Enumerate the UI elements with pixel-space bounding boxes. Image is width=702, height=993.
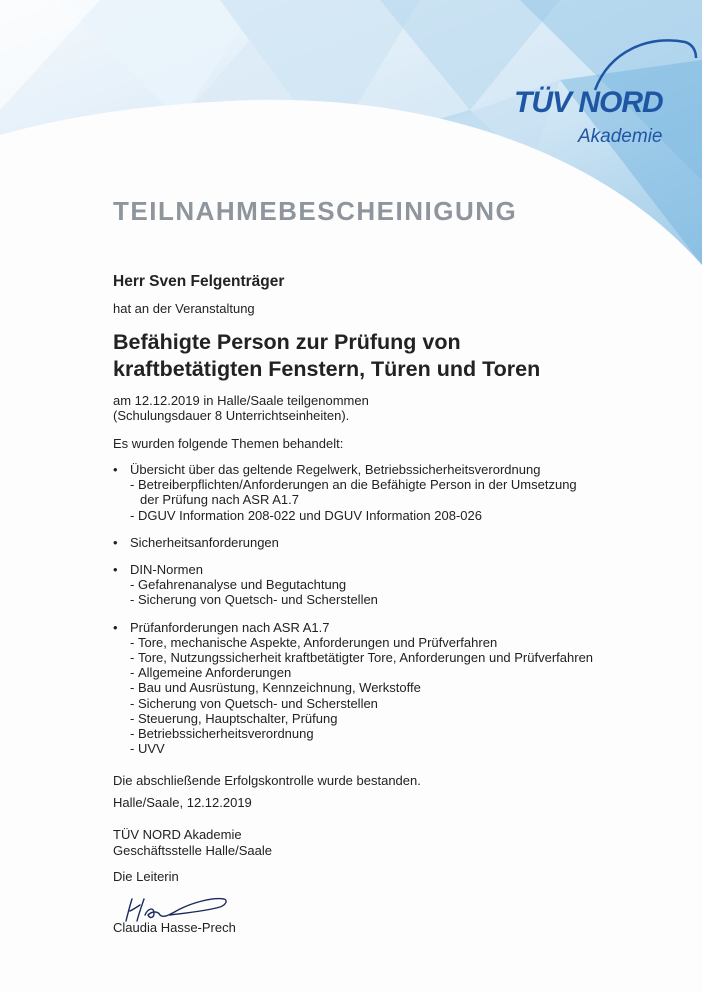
topic-title: Übersicht über das geltende Regelwerk, Betriebssicherheitsverordnung bbox=[130, 462, 541, 477]
organization-name: TÜV NORD Akademie bbox=[113, 827, 242, 842]
bullet-icon: • bbox=[113, 534, 118, 550]
topic-subitem: - Betriebssicherheitsverordnung bbox=[130, 726, 314, 742]
topic-title: Sicherheitsanforderungen bbox=[130, 534, 279, 550]
topic-subitem: - Allgemeine Anforderungen bbox=[130, 665, 292, 681]
document-title: TEILNAHMEBESCHEINIGUNG bbox=[113, 196, 518, 226]
topic-subitem: - Tore, Nutzungssicherheit kraftbetätigter Tore, Anforderungen und Prüfverfahren bbox=[130, 650, 594, 666]
topic-item bbox=[113, 535, 593, 550]
attendance-line-2: (Schulungsdauer 8 Unterrichtseinheiten). bbox=[113, 408, 350, 423]
topic-subitem: - Steuerung, Hauptschalter, Prüfung bbox=[130, 710, 338, 726]
topic-subitem: - Gefahrenanalyse und Begutachtung bbox=[130, 577, 347, 593]
topics-list bbox=[113, 462, 593, 766]
topic-subitem: - Bau und Ausrüstung, Kennzeichnung, Werkstoffe bbox=[130, 680, 421, 696]
topic-subitem: - UVV bbox=[130, 741, 165, 757]
topic-subitem-continuation: der Prüfung nach ASR A1.7 bbox=[140, 492, 299, 508]
bullet-icon: • bbox=[113, 462, 118, 477]
signer-role: Die Leiterin bbox=[113, 869, 179, 884]
bullet-icon: • bbox=[113, 619, 118, 635]
topics-intro: Es wurden folgende Themen behandelt: bbox=[113, 436, 344, 451]
attendance-line-1: am 12.12.2019 in Halle/Saale teilgenommen bbox=[113, 393, 369, 408]
recipient-name: Herr Sven Felgenträger bbox=[113, 273, 285, 290]
logo-brand: TÜV NORD bbox=[514, 86, 663, 119]
course-title bbox=[113, 329, 540, 383]
topic-title: DIN-Normen bbox=[130, 562, 203, 578]
tuv-nord-logo bbox=[500, 30, 700, 160]
topic-item bbox=[113, 620, 593, 757]
signer-name: Claudia Hasse-Prech bbox=[113, 920, 236, 935]
topic-item bbox=[113, 562, 593, 608]
topic-item bbox=[113, 462, 593, 523]
course-title-line-2: kraftbetätigten Fenstern, Türen und Toren bbox=[113, 357, 541, 381]
success-statement: Die abschließende Erfolgskontrolle wurde bestanden. bbox=[113, 773, 421, 788]
course-title-line-1: Befähigte Person zur Prüfung von bbox=[113, 330, 461, 354]
topic-subitem: - Sicherung von Quetsch- und Scherstellen bbox=[130, 592, 378, 608]
topic-subitem: - Tore, mechanische Aspekte, Anforderungen und Prüfverfahren bbox=[130, 634, 498, 650]
organization-branch: Geschäftsstelle Halle/Saale bbox=[113, 843, 272, 858]
intro-text: hat an der Veranstaltung bbox=[113, 301, 255, 316]
topic-subitem: - Betreiberpflichten/Anforderungen an die Befähigte Person in der Umsetzung bbox=[130, 477, 577, 493]
logo-subtitle: Akademie bbox=[578, 126, 663, 147]
topic-subitem: - Sicherung von Quetsch- und Scherstellen bbox=[130, 695, 378, 711]
topic-subitem: - DGUV Information 208-022 und DGUV Information 208-026 bbox=[130, 507, 482, 523]
topic-title: Prüfanforderungen nach ASR A1.7 bbox=[130, 619, 330, 635]
place-date: Halle/Saale, 12.12.2019 bbox=[113, 795, 252, 810]
bullet-icon: • bbox=[113, 562, 118, 578]
